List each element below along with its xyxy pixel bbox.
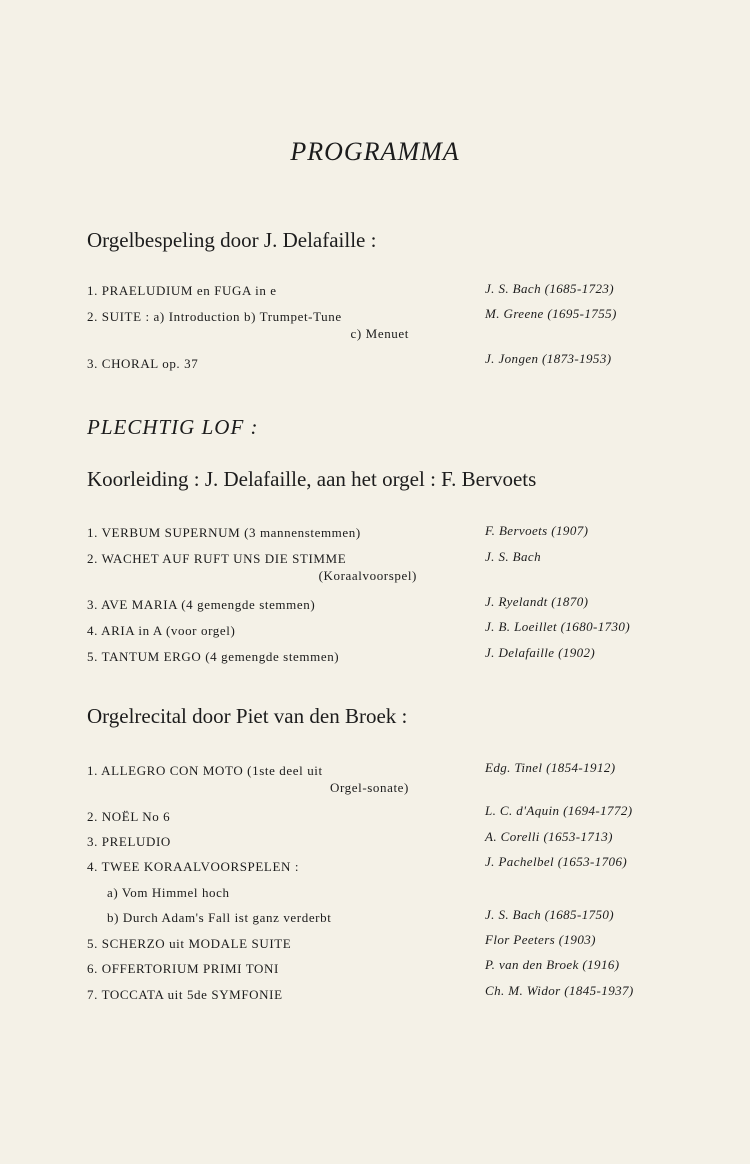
program-item: [87, 858, 417, 875]
composer: J. Ryelandt (1870): [485, 594, 589, 609]
composer: J. Jongen (1873-1953): [485, 351, 612, 366]
program-item: [87, 282, 417, 299]
program-item: [87, 648, 417, 665]
item-subtitle: (Koraalvoorspel): [318, 568, 417, 583]
item-subtitle: c) Menuet: [350, 326, 409, 341]
composer: J. S. Bach: [485, 549, 541, 564]
page-title: PROGRAMMA: [290, 137, 460, 166]
program-item: [87, 596, 417, 613]
program-subitem: [107, 884, 437, 901]
section-heading-choir: Koorleiding : J. Delafaille, aan het orgel : F. Bervoets: [87, 467, 537, 491]
program-item: [87, 808, 417, 825]
item-title: 1. VERBUM SUPERNUM (3 mannenstemmen): [87, 525, 361, 540]
item-title: 1. PRAELUDIUM en FUGA in e: [87, 283, 277, 298]
item-title: 6. OFFERTORIUM PRIMI TONI: [87, 961, 279, 976]
program-item: [87, 986, 417, 1003]
composer: A. Corelli (1653-1713): [485, 829, 613, 844]
section-heading-plechtig-lof: PLECHTIG LOF :: [87, 415, 259, 439]
item-title: 1. ALLEGRO CON MOTO (1ste deel uit: [87, 763, 323, 778]
item-title: 2. SUITE : a) Introduction b) Trumpet-Tune: [87, 309, 342, 324]
composer: Edg. Tinel (1854-1912): [485, 760, 616, 775]
program-item: [87, 960, 417, 977]
composer: Ch. M. Widor (1845-1937): [485, 983, 634, 998]
item-title: 5. TANTUM ERGO (4 gemengde stemmen): [87, 649, 340, 664]
item-title: 3. CHORAL op. 37: [87, 356, 199, 371]
program-item: [87, 762, 417, 796]
program-item: [87, 550, 417, 584]
composer: P. van den Broek (1916): [485, 957, 620, 972]
composer: J. Pachelbel (1653-1706): [485, 854, 628, 869]
item-title: 3. PRELUDIO: [87, 834, 171, 849]
item-title: 3. AVE MARIA (4 gemengde stemmen): [87, 597, 316, 612]
composer: J. S. Bach (1685-1750): [485, 907, 615, 922]
section-heading-organ-recital: Orgelrecital door Piet van den Broek :: [87, 704, 408, 728]
item-subtitle: Orgel-sonate): [329, 780, 409, 795]
composer: J. Delafaille (1902): [485, 645, 596, 660]
composer: M. Greene (1695-1755): [485, 306, 617, 321]
item-title: 7. TOCCATA uit 5de SYMFONIE: [87, 987, 283, 1002]
program-item: [87, 935, 417, 952]
composer: F. Bervoets (1907): [485, 523, 589, 538]
item-title: 2. WACHET AUF RUFT UNS DIE STIMME: [87, 551, 347, 566]
program-item: [87, 524, 417, 541]
item-title: b) Durch Adam's Fall ist ganz verderbt: [107, 910, 332, 925]
item-title: 5. SCHERZO uit MODALE SUITE: [87, 936, 292, 951]
item-title: 4. TWEE KORAALVOORSPELEN :: [87, 859, 300, 874]
item-title: a) Vom Himmel hoch: [107, 885, 230, 900]
program-item: [87, 833, 417, 850]
program-item: [87, 308, 417, 342]
composer: L. C. d'Aquin (1694-1772): [485, 803, 633, 818]
composer: J. B. Loeillet (1680-1730): [485, 619, 631, 634]
program-item: [87, 622, 417, 639]
item-title: 2. NOËL No 6: [87, 809, 171, 824]
program-subitem: [107, 909, 437, 926]
composer: Flor Peeters (1903): [485, 932, 596, 947]
section-heading-organ-playing: Orgelbespeling door J. Delafaille :: [87, 228, 377, 252]
program-item: [87, 355, 417, 372]
composer: J. S. Bach (1685-1723): [485, 281, 615, 296]
item-title: 4. ARIA in A (voor orgel): [87, 623, 236, 638]
